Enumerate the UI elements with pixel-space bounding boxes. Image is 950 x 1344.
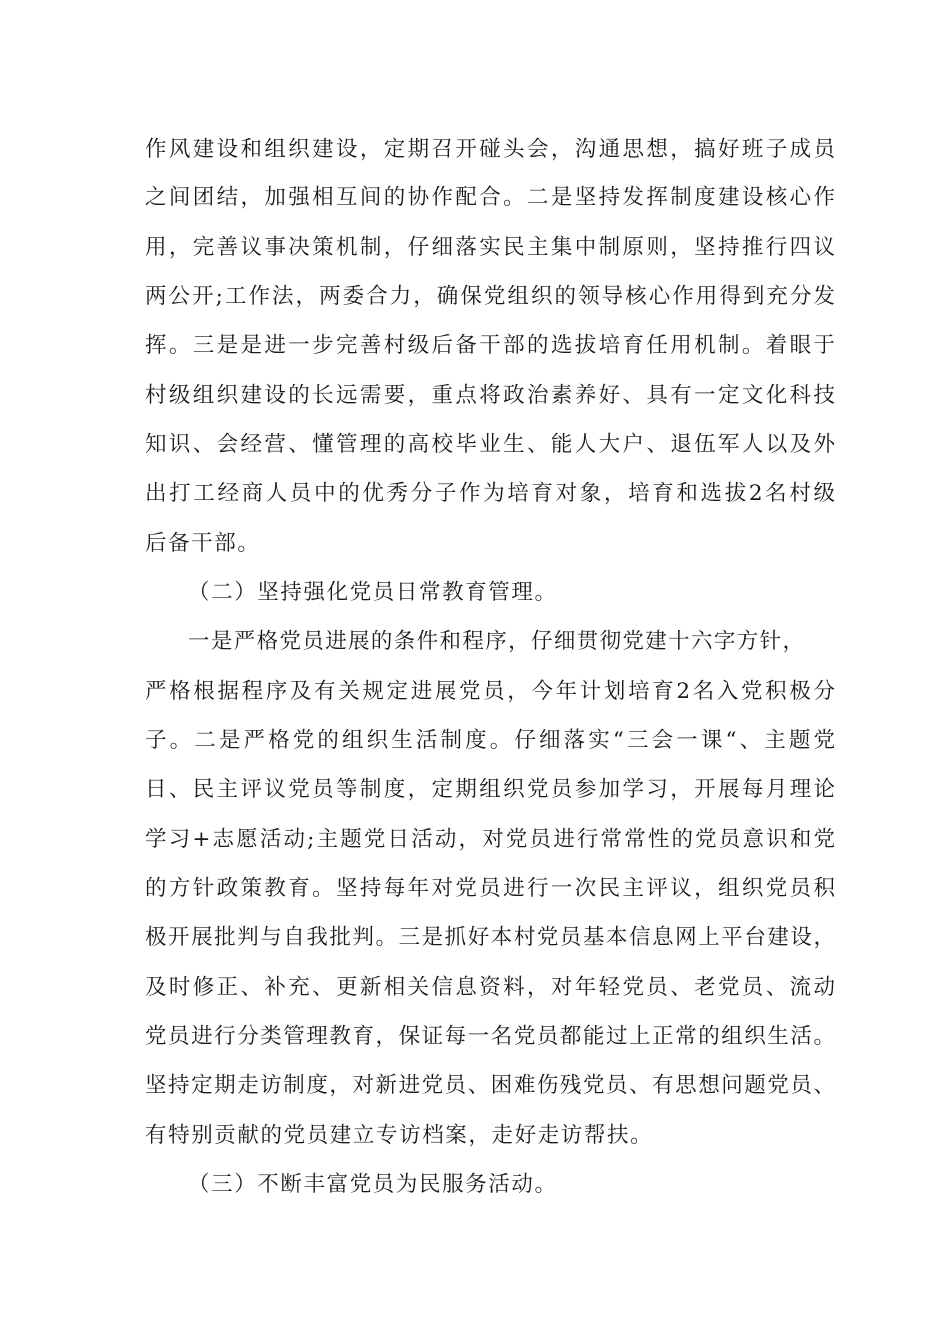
text-line: 学习+志愿活动;主题党日活动，对党员进行常常性的党员意识和党	[145, 827, 835, 852]
text-line: 坚持定期走访制度，对新进党员、困难伤残党员、有思想问题党员、	[145, 1073, 835, 1098]
text-line: 有特别贡献的党员建立专访档案，走好走访帮扶。	[145, 1123, 654, 1148]
text-line: 两公开;工作法，两委合力，确保党组织的领导核心作用得到充分发	[145, 284, 835, 309]
text-line: 日、民主评议党员等制度，定期组织党员参加学习，开展每月理论	[145, 777, 835, 802]
text-line: 知识、会经营、懂管理的高校毕业生、能人大户、退伍军人以及外	[145, 432, 835, 457]
text-line: 用，完善议事决策机制，仔细落实民主集中制原则，坚持推行四议	[145, 235, 835, 260]
section-heading: （三）不断丰富党员为民服务活动。	[188, 1172, 558, 1197]
section-heading: （二）坚持强化党员日常教育管理。	[188, 580, 558, 605]
text-line: 后备干部。	[145, 531, 261, 556]
text-line: 挥。三是是进一步完善村级后备干部的选拔培育任用机制。着眼于	[145, 333, 835, 358]
text-line: 之间团结，加强相互间的协作配合。二是坚持发挥制度建设核心作	[145, 185, 835, 210]
text-line: 及时修正、补充、更新相关信息资料，对年轻党员、老党员、流动	[145, 975, 835, 1000]
text-line: 子。二是严格党的组织生活制度。仔细落实“三会一课“、主题党	[145, 728, 835, 753]
text-line: 党员进行分类管理教育，保证每一名党员都能过上正常的组织生活。	[145, 1024, 835, 1049]
text-line: 极开展批判与自我批判。三是抓好本村党员基本信息网上平台建设，	[145, 925, 835, 950]
text-line: 一是严格党员进展的条件和程序，仔细贯彻党建十六字方针，	[188, 629, 804, 654]
text-line: 作风建设和组织建设，定期召开碰头会，沟通思想，搞好班子成员	[145, 137, 835, 162]
text-line: 村级组织建设的长远需要，重点将政治素养好、具有一定文化科技	[145, 383, 835, 408]
text-line: 严格根据程序及有关规定进展党员，今年计划培育2名入党积极分	[145, 679, 835, 704]
text-line: 出打工经商人员中的优秀分子作为培育对象，培育和选拔2名村级	[145, 481, 835, 506]
text-line: 的方针政策教育。坚持每年对党员进行一次民主评议，组织党员积	[145, 876, 835, 901]
